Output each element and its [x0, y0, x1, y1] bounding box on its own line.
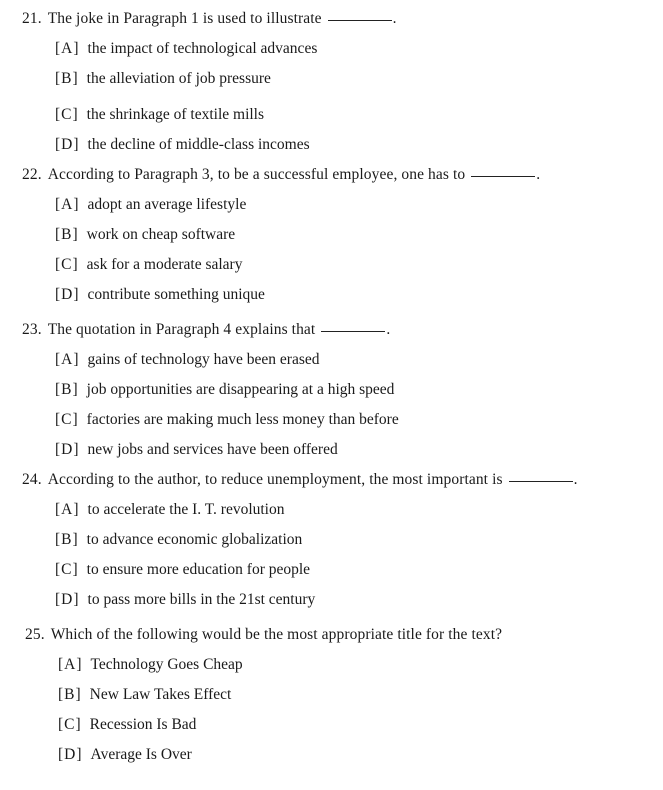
option-23-d[interactable]	[55, 441, 338, 459]
option-text: the alleviation of job pressure	[86, 70, 271, 87]
option-text: New Law Takes Effect	[89, 686, 232, 703]
answer-blank	[471, 176, 535, 177]
question-number: 23.	[22, 321, 42, 338]
option-25-b[interactable]	[58, 686, 231, 704]
option-text: gains of technology have been erased	[87, 351, 320, 368]
option-letter: [A]	[58, 656, 83, 673]
option-letter: [D]	[58, 746, 83, 763]
option-text: ask for a moderate salary	[86, 256, 243, 273]
option-text: contribute something unique	[87, 286, 265, 303]
question-21	[22, 10, 397, 28]
option-text: the shrinkage of textile mills	[86, 106, 265, 123]
option-23-b[interactable]	[55, 381, 394, 399]
option-letter: [C]	[55, 561, 79, 578]
option-text: Recession Is Bad	[89, 716, 197, 733]
option-text: the impact of technological advances	[87, 40, 318, 57]
question-number: 22.	[22, 166, 42, 183]
option-letter: [B]	[55, 531, 79, 548]
question-number: 24.	[22, 471, 42, 488]
question-end: .	[536, 166, 541, 183]
question-stem: The joke in Paragraph 1 is used to illustrate	[47, 10, 322, 27]
option-text: new jobs and services have been offered	[87, 441, 338, 458]
option-letter: [D]	[55, 286, 80, 303]
option-22-d[interactable]	[55, 286, 265, 304]
option-text: to pass more bills in the 21st century	[87, 591, 316, 608]
question-25	[25, 626, 502, 644]
option-23-c[interactable]	[55, 411, 399, 429]
option-24-d[interactable]	[55, 591, 315, 609]
option-text: adopt an average lifestyle	[87, 196, 247, 213]
question-stem: According to the author, to reduce unemployment, the most important is	[47, 471, 503, 488]
option-text: the decline of middle-class incomes	[87, 136, 310, 153]
option-letter: [B]	[58, 686, 82, 703]
option-24-a[interactable]	[55, 501, 285, 519]
option-22-a[interactable]	[55, 196, 246, 214]
option-text: factories are making much less money than before	[86, 411, 399, 428]
option-letter: [A]	[55, 196, 80, 213]
question-end: .	[573, 471, 578, 488]
question-22	[22, 166, 540, 184]
option-text: Technology Goes Cheap	[90, 656, 243, 673]
question-stem: According to Paragraph 3, to be a successful employee, one has to	[47, 166, 466, 183]
option-24-c[interactable]	[55, 561, 310, 579]
option-letter: [B]	[55, 70, 79, 87]
option-letter: [C]	[55, 106, 79, 123]
option-21-b[interactable]	[55, 70, 271, 88]
option-letter: [B]	[55, 226, 79, 243]
question-end: .	[392, 10, 397, 27]
answer-blank	[509, 481, 573, 482]
option-25-a[interactable]	[58, 656, 243, 674]
option-21-a[interactable]	[55, 40, 317, 58]
option-letter: [C]	[58, 716, 82, 733]
option-text: to ensure more education for people	[86, 561, 311, 578]
option-24-b[interactable]	[55, 531, 302, 549]
option-text: job opportunities are disappearing at a high speed	[86, 381, 395, 398]
option-letter: [A]	[55, 351, 80, 368]
answer-blank	[321, 331, 385, 332]
option-letter: [D]	[55, 136, 80, 153]
option-23-a[interactable]	[55, 351, 320, 369]
option-text: to accelerate the I. T. revolution	[87, 501, 285, 518]
question-number: 25.	[25, 626, 45, 643]
option-letter: [D]	[55, 441, 80, 458]
option-letter: [A]	[55, 40, 80, 57]
question-end: .	[386, 321, 391, 338]
question-number: 21.	[22, 10, 42, 27]
option-21-d[interactable]	[55, 136, 310, 154]
option-letter: [D]	[55, 591, 80, 608]
option-22-b[interactable]	[55, 226, 235, 244]
option-letter: [A]	[55, 501, 80, 518]
option-25-d[interactable]	[58, 746, 192, 764]
option-22-c[interactable]	[55, 256, 242, 274]
option-letter: [C]	[55, 411, 79, 428]
option-text: to advance economic globalization	[86, 531, 303, 548]
option-21-c[interactable]	[55, 106, 264, 124]
answer-blank	[328, 20, 392, 21]
option-25-c[interactable]	[58, 716, 196, 734]
question-23	[22, 321, 390, 339]
option-letter: [C]	[55, 256, 79, 273]
option-letter: [B]	[55, 381, 79, 398]
question-stem: The quotation in Paragraph 4 explains that	[47, 321, 316, 338]
option-text: Average Is Over	[90, 746, 192, 763]
question-stem: Which of the following would be the most appropriate title for the text?	[50, 626, 503, 643]
question-24	[22, 471, 578, 489]
option-text: work on cheap software	[86, 226, 236, 243]
